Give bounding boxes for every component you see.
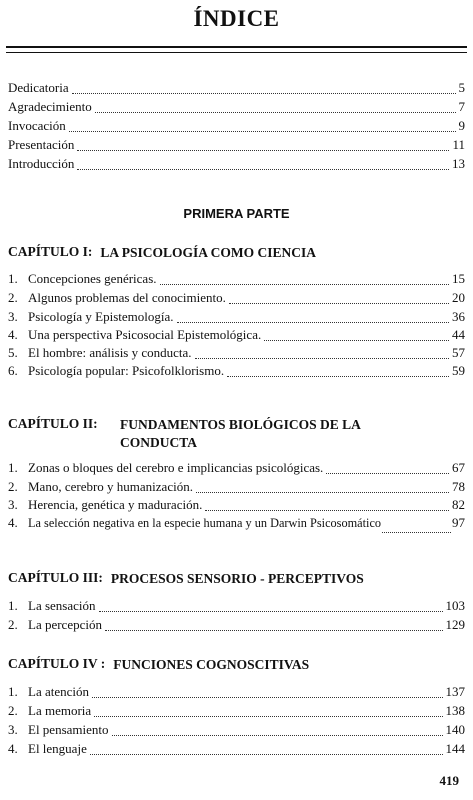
toc-entry-page: 36: [452, 309, 465, 324]
dot-leader: [264, 340, 449, 341]
toc-entry-page: 129: [445, 617, 465, 632]
toc-entry: [8, 309, 465, 327]
chapter-label: CAPÍTULO II:: [8, 416, 98, 431]
toc-entry-number: 3.: [8, 722, 18, 737]
dot-leader: [177, 322, 449, 323]
toc-entry-page: 20: [452, 290, 465, 305]
toc-entry-number: 1.: [8, 460, 18, 475]
toc-entry-number: 1.: [8, 684, 18, 699]
toc-entry-page: 144: [445, 741, 465, 756]
toc-entry: [8, 271, 465, 289]
toc-entry-label: La selección negativa en la especie humana y un Darwin Psicosomático: [28, 516, 382, 530]
dot-leader: [195, 358, 449, 359]
chapter-title: FUNDAMENTOS BIOLÓGICOS DE LA CONDUCTA: [120, 417, 361, 450]
toc-entry-page: 78: [452, 479, 465, 494]
dot-leader: [77, 169, 449, 170]
dot-leader: [99, 611, 443, 612]
toc-entry-label: Concepciones genéricas.: [28, 271, 157, 286]
toc-entry-label: El pensamiento: [28, 722, 109, 737]
toc-entry: [8, 497, 465, 515]
toc-entry-number: 4.: [8, 327, 18, 342]
chapter-title: FUNCIONES COGNOSCITIVAS: [113, 657, 310, 672]
dot-leader: [105, 630, 443, 631]
toc-entry-label: El lenguaje: [28, 741, 87, 756]
toc-entry-label: Psicología y Epistemología.: [28, 309, 174, 324]
toc-entry-page: 7: [458, 99, 465, 114]
toc-entry-page: 15: [452, 271, 465, 286]
toc-entry-number: 3.: [8, 497, 18, 512]
chapter-heading-2: [8, 416, 465, 452]
dot-leader: [94, 716, 442, 717]
toc-entry-page: 13: [452, 156, 465, 171]
toc-entry-label: Algunos problemas del conocimiento.: [28, 290, 226, 305]
toc-entry-dedicatoria: [8, 80, 465, 98]
toc-entry-page: 140: [445, 722, 465, 737]
toc-entry: [8, 684, 465, 702]
dot-leader: [92, 697, 443, 698]
dot-leader: [227, 376, 449, 377]
dot-leader: [160, 284, 449, 285]
toc-entry: [8, 722, 465, 740]
toc-entry-label: La percepción: [28, 617, 102, 632]
toc-entry-page: 82: [452, 497, 465, 512]
toc-entry-agradecimiento: [8, 99, 465, 117]
chapter-heading-4: [8, 656, 465, 674]
toc-entry: [8, 515, 465, 533]
toc-entry-page: 67: [452, 460, 465, 475]
chapter-title: LA PSICOLOGÍA COMO CIENCIA: [100, 245, 317, 260]
toc-entry-page: 57: [452, 345, 465, 360]
page-number: 419: [439, 773, 459, 788]
toc-entry-label: Introducción: [8, 156, 75, 171]
toc-entry-number: 2.: [8, 479, 18, 494]
toc-entry: [8, 363, 465, 381]
dot-leader: [196, 492, 449, 493]
toc-entry-number: 3.: [8, 309, 18, 324]
toc-entry-number: 1.: [8, 598, 18, 613]
toc-entry-number: 6.: [8, 363, 18, 378]
toc-entry-label: Mano, cerebro y humanización.: [28, 479, 193, 494]
toc-entry-page: 97: [452, 515, 465, 530]
toc-entry-number: 4.: [8, 515, 18, 530]
toc-entry: [8, 345, 465, 363]
chapter-heading-1: [8, 244, 465, 262]
toc-entry-label: Presentación: [8, 137, 75, 152]
toc-entry: [8, 617, 465, 635]
title-rule: [6, 46, 467, 48]
title-rule-thin: [6, 52, 467, 53]
toc-entry-page: 103: [445, 598, 465, 613]
chapter-label: CAPÍTULO III:: [8, 570, 103, 585]
chapter-label: CAPÍTULO I:: [8, 244, 93, 259]
toc-entry-page: 9: [458, 118, 465, 133]
toc-entry-page: 11: [452, 137, 465, 152]
toc-entry: [8, 460, 465, 478]
toc-entry-invocacion: [8, 118, 465, 136]
toc-entry: [8, 290, 465, 308]
toc-entry-label: Una perspectiva Psicosocial Epistemológica.: [28, 327, 262, 342]
dot-leader: [77, 150, 449, 151]
toc-entry-label: Invocación: [8, 118, 66, 133]
dot-leader: [95, 112, 456, 113]
chapter-heading-3: [8, 570, 465, 588]
toc-entry: [8, 327, 465, 345]
toc-entry-page: 137: [445, 684, 465, 699]
toc-entry-page: 59: [452, 363, 465, 378]
toc-entry: [8, 598, 465, 616]
toc-entry-number: 2.: [8, 617, 18, 632]
toc-entry-number: 5.: [8, 345, 18, 360]
toc-entry-number: 2.: [8, 703, 18, 718]
toc-entry-label: Agradecimiento: [8, 99, 92, 114]
toc-entry-number: 1.: [8, 271, 18, 286]
toc-entry-label: El hombre: análisis y conducta.: [28, 345, 192, 360]
toc-entry-label: La sensación: [28, 598, 96, 613]
toc-entry-introduccion: [8, 156, 465, 174]
toc-entry-label: Dedicatoria: [8, 80, 69, 95]
toc-entry-page: 5: [458, 80, 465, 95]
dot-leader: [69, 131, 456, 132]
part-heading: PRIMERA PARTE: [183, 206, 290, 221]
toc-entry-label: Herencia, genética y maduración.: [28, 497, 203, 512]
toc-entry-page: 138: [445, 703, 465, 718]
toc-entry-label: Zonas o bloques del cerebro e implicancias psicológicas.: [28, 460, 324, 475]
dot-leader: [205, 510, 449, 511]
toc-entry-page: 44: [452, 327, 465, 342]
dot-leader: [326, 473, 449, 474]
toc-entry-number: 4.: [8, 741, 18, 756]
toc-entry: [8, 479, 465, 497]
toc-entry-label: La atención: [28, 684, 89, 699]
dot-leader: [229, 303, 449, 304]
toc-entry-label: Psicología popular: Psicofolklorismo.: [28, 363, 225, 378]
toc-entry: [8, 741, 465, 759]
toc-entry-number: 2.: [8, 290, 18, 305]
chapter-title: PROCESOS SENSORIO - PERCEPTIVOS: [110, 571, 364, 586]
dot-leader: [90, 754, 443, 755]
dot-leader: [382, 532, 451, 533]
dot-leader: [112, 735, 443, 736]
dot-leader: [72, 93, 456, 94]
toc-entry-presentacion: [8, 137, 465, 155]
toc-entry: [8, 703, 465, 721]
chapter-label: CAPÍTULO IV :: [8, 656, 106, 671]
toc-entry-label: La memoria: [28, 703, 92, 718]
page-title: ÍNDICE: [193, 6, 280, 31]
